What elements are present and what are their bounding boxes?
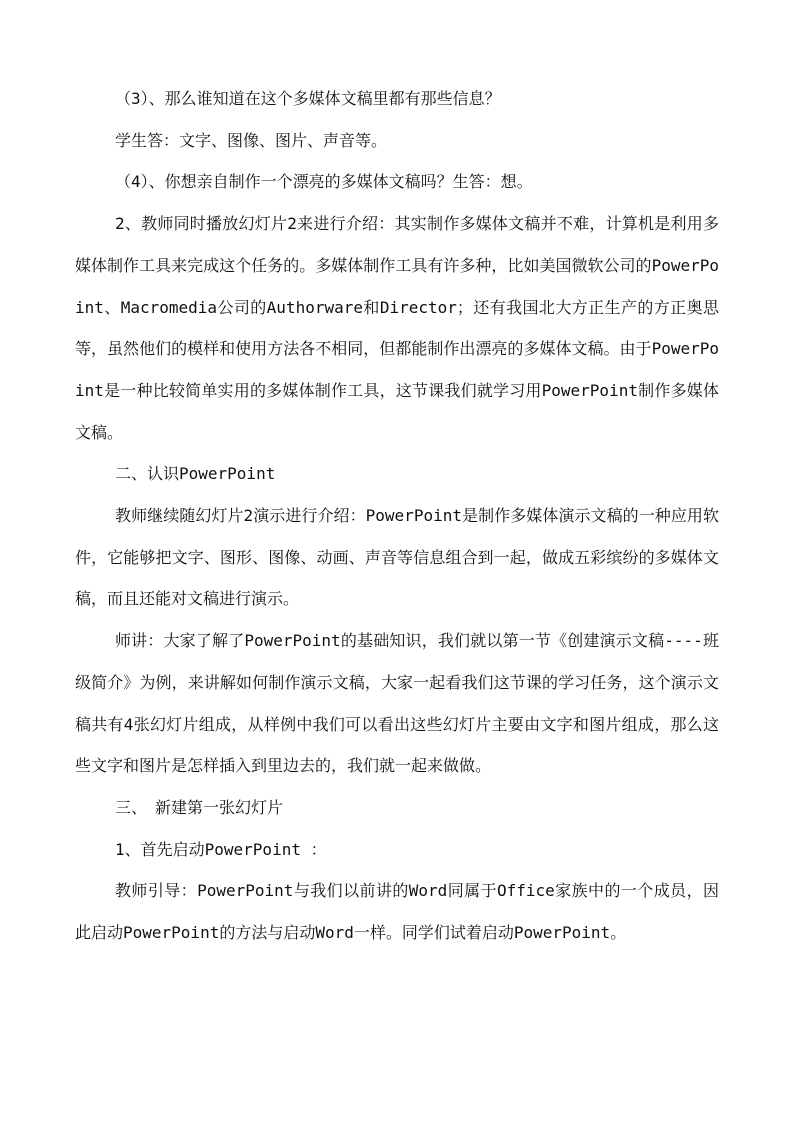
paragraph-student-answer: 学生答：文字、图像、图片、声音等。 xyxy=(115,130,388,150)
paragraph-teacher-lecture: 师讲：大家了解了PowerPoint的基础知识，我们就以第一节《创建演示文稿----班级简介》为例，来讲解如何制作演示文稿，大家一起看我们这节课的学习任务，这个演示文稿共有4张幻灯片组成，从样例中我们可以看出这些幻灯片主要由文字和图片组成，那么这些文字和图片是怎样插入到里边去的，我们就一起来做做。 xyxy=(75,631,719,776)
document-page xyxy=(75,78,719,954)
paragraph-teacher-guide: 教师引导：PowerPoint与我们以前讲的Word同属于Office家族中的一个成员，因此启动PowerPoint的方法与启动Word一样。同学们试着启动PowerPoint。 xyxy=(75,881,719,943)
step-heading-1: 1、首先启动PowerPoint ： xyxy=(115,839,327,859)
paragraph-powerpoint-intro: 教师继续随幻灯片2演示进行介绍：PowerPoint是制作多媒体演示文稿的一种应用软件，它能够把文字、图形、图像、动画、声音等信息组合到一起，做成五彩缤纷的多媒体文稿，而且还能对文稿进行演示。 xyxy=(75,506,719,609)
paragraph-question-4: （4）、你想亲自制作一个漂亮的多媒体文稿吗？生答：想。 xyxy=(115,172,533,192)
paragraph-question-3: （3）、那么谁知道在这个多媒体文稿里都有那些信息？ xyxy=(115,89,501,108)
section-heading-2: 二、认识PowerPoint xyxy=(115,464,276,484)
section-heading-3: 三、 新建第一张幻灯片 xyxy=(115,797,284,817)
paragraph-teacher-intro: 2、教师同时播放幻灯片2来进行介绍：其实制作多媒体文稿并不难，计算机是利用多媒体制作工具来完成这个任务的。多媒体制作工具有许多种，比如美国微软公司的PowerPoint、Macromedia公司的Authorware和Director；还有我国北大方正生产的方正奥思等，虽然他们的模样和使用方法各不相同，但都能制作出漂亮的多媒体文稿。由于PowerPoint是一种比较简单实用的多媒体制作工具，这节课我们就学习用PowerPoint制作多媒体文稿。 xyxy=(75,214,719,442)
